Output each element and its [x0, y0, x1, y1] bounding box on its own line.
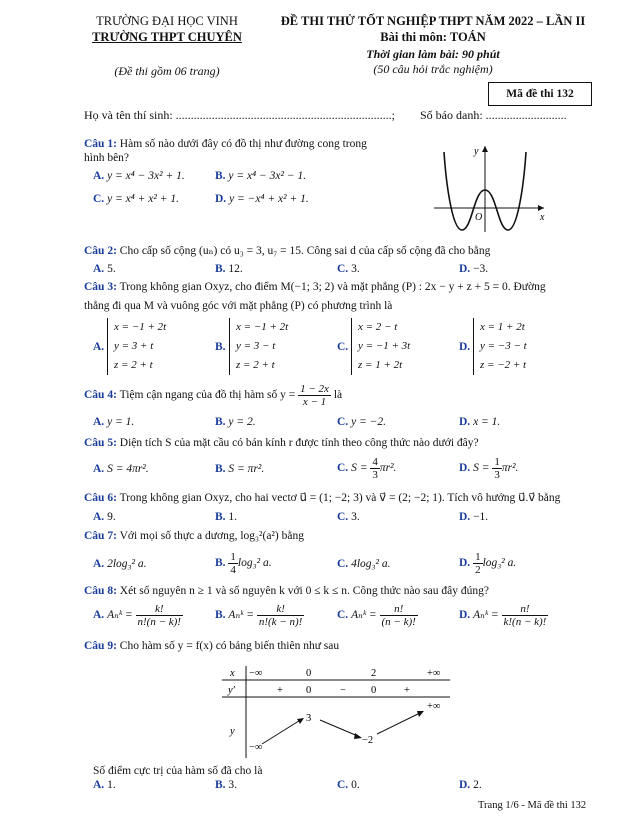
- y-axis-arrow: [482, 146, 488, 152]
- option-letter: C.: [93, 193, 105, 205]
- q3-option-c-letter[interactable]: C.: [337, 341, 349, 353]
- q5-option-c[interactable]: C. S = $\frac{4}{3}$ πr².: [337, 456, 397, 481]
- q4-option-c[interactable]: C. y = −2.: [337, 416, 387, 428]
- q3-option-a-system[interactable]: x = −1 + 2t y = 3 + t z = 2 + t: [107, 318, 166, 375]
- q1-option-a[interactable]: A. y = x⁴ − 3x² + 1.: [93, 170, 185, 182]
- q2-label: Câu 2:: [84, 245, 117, 257]
- brace: [229, 318, 235, 375]
- brace: [473, 318, 479, 375]
- exam-time: Thời gian làm bài: 90 phút: [366, 47, 500, 61]
- q7-option-a[interactable]: A. 2log₃² a.: [93, 558, 147, 570]
- q5-option-a[interactable]: A. S = 4πr².: [93, 463, 149, 475]
- row-label-y: y: [230, 726, 235, 737]
- arrow-up-2: [377, 712, 422, 734]
- x-axis-arrow: [538, 205, 544, 211]
- q4-option-d[interactable]: D. x = 1.: [459, 416, 501, 428]
- sign-4: 0: [371, 685, 377, 696]
- page-footer: Trang 1/6 - Mã đề thi 132: [478, 800, 587, 811]
- q1-label: Câu 1:: [84, 138, 117, 150]
- q8-text-line: Câu 8: Xét số nguyên n ≥ 1 và số nguyên k với 0 ≤ k ≤ n. Công thức nào sau đây đúng?: [84, 585, 489, 597]
- pages-note: (Đề thi gồm 06 trang): [114, 64, 220, 78]
- q3-option-a-letter[interactable]: A.: [93, 341, 105, 353]
- q1-option-d[interactable]: D. y = −x⁴ + x² + 1.: [215, 193, 309, 205]
- q8-option-d[interactable]: D. Aₙᵏ = $\frac{n!}{k!(n - k)!}$: [459, 603, 547, 628]
- exam-subject: Bài thi môn: TOÁN: [380, 30, 486, 44]
- q9-text-line: Câu 9: Cho hàm số y = f(x) có bảng biến thiên như sau: [84, 640, 340, 652]
- row-label-yprime: y′: [228, 685, 235, 696]
- y-val-neg-inf: −∞: [249, 742, 263, 753]
- q9-question: Số điểm cực trị của hàm số đã cho là: [93, 765, 263, 777]
- q9-option-c[interactable]: C. 0.: [337, 779, 360, 791]
- q3-text: Trong không gian Oxyz, cho điểm M(−1; 3; 2) và mặt phẳng (P) : 2x − y + z + 5 = 0. Đường: [119, 281, 546, 293]
- q3-option-d-system[interactable]: x = 1 + 2t y = −3 − t z = −2 + t: [473, 318, 527, 375]
- q2-option-c[interactable]: C. 3.: [337, 263, 360, 275]
- q3-text-line2: thẳng đi qua M và vuông góc với mặt phẳng (P) có phương trình là: [84, 300, 393, 312]
- q1-text-line2: hình bên?: [84, 152, 130, 164]
- q5-label: Câu 5:: [84, 437, 117, 449]
- arrow-up-1: [262, 719, 302, 744]
- q5-option-b[interactable]: B. S = πr².: [215, 463, 265, 475]
- option-letter: C.: [337, 263, 349, 275]
- q9-label: Câu 9:: [84, 640, 117, 652]
- sign-2: 0: [306, 685, 312, 696]
- option-letter: B.: [215, 170, 226, 182]
- q1-function-graph: [430, 142, 550, 234]
- q7-text-line: Câu 7: Với mọi số thực a dương, log₃²(a²) bằng: [84, 530, 304, 542]
- q7-label: Câu 7:: [84, 530, 117, 542]
- graph-origin-label: O: [475, 212, 483, 223]
- q4-text-line: Câu 4: Tiệm cận ngang của đồ thị hàm số y = $\frac{1 - 2x}{x - 1}$ là: [84, 383, 343, 408]
- q1-text-line1: [84, 138, 367, 150]
- sign-3: −: [340, 685, 346, 696]
- q7-option-c[interactable]: C. 4log₃² a.: [337, 558, 391, 570]
- q8-option-b[interactable]: B. Aₙᵏ = $\frac{k!}{n!(k - n)!}$: [215, 603, 303, 628]
- y-val-minus-2: −2: [362, 735, 374, 746]
- q3-text-line1: [84, 281, 546, 293]
- q6-option-a[interactable]: A. 9.: [93, 511, 116, 523]
- q9-variation-table: [222, 664, 452, 760]
- arrow-down: [320, 720, 360, 737]
- q6-text-line: Câu 6: Trong không gian Oxyz, cho hai vectơ u⃗ = (1; −2; 3) và v⃗ = (2; −2; 1). Tích vô hướng u⃗.v⃗ bằng: [84, 492, 561, 504]
- sign-1: +: [277, 685, 283, 696]
- q6-option-b[interactable]: B. 1.: [215, 511, 238, 523]
- option-letter: D.: [215, 193, 227, 205]
- row-label-x: x: [230, 668, 235, 679]
- graph-y-label: y: [474, 146, 479, 157]
- x-val-2: 2: [371, 668, 377, 679]
- student-name-line: Họ và tên thí sinh: ........................................................................;: [84, 108, 395, 122]
- school-name: TRƯỜNG THPT CHUYÊN: [92, 30, 242, 44]
- sign-5: +: [404, 685, 410, 696]
- q4-option-a[interactable]: A. y = 1.: [93, 416, 135, 428]
- option-letter: A.: [93, 170, 105, 182]
- q3-option-c-system[interactable]: x = 2 − t y = −1 + 3t z = 1 + 2t: [351, 318, 410, 375]
- q9-option-d[interactable]: D. 2.: [459, 779, 482, 791]
- q7-option-d[interactable]: D. $\frac{1}{2}$ log₃² a.: [459, 551, 517, 576]
- y-val-3: 3: [306, 713, 312, 724]
- option-letter: D.: [459, 263, 471, 275]
- q7-option-b[interactable]: B. $\frac{1}{4}$ log₃² a.: [215, 551, 272, 576]
- q2-text: Cho cấp số cộng (uₙ) có u₃ = 3, u₇ = 15. Công sai d của cấp số cộng đã cho bằng: [119, 245, 491, 257]
- x-val-pos-inf: +∞: [427, 668, 441, 679]
- exam-title: ĐỀ THI THỬ TỐT NGHIỆP THPT NĂM 2022 – LẦN II: [280, 14, 586, 28]
- exam-code-box: Mã đề thi 132: [488, 82, 592, 106]
- q3-option-d-letter[interactable]: D.: [459, 341, 471, 353]
- y-val-pos-inf: +∞: [427, 701, 441, 712]
- q8-option-c[interactable]: C. Aₙᵏ = $\frac{n!}{(n - k)!}$: [337, 603, 416, 628]
- q8-label: Câu 8:: [84, 585, 117, 597]
- q4-option-b[interactable]: B. y = 2.: [215, 416, 256, 428]
- questions-note: (50 câu hỏi trắc nghiệm): [373, 62, 493, 76]
- q3-label: Câu 3:: [84, 281, 117, 293]
- graph-x-label: x: [540, 212, 545, 223]
- q2-option-d[interactable]: D. −3.: [459, 263, 489, 275]
- q5-option-d[interactable]: D. S = $\frac{1}{3}$ πr².: [459, 456, 519, 481]
- q3-option-b-letter[interactable]: B.: [215, 341, 226, 353]
- x-val-neg-inf: −∞: [249, 668, 263, 679]
- brace: [351, 318, 357, 375]
- q4-fraction: $\frac{1 - 2x}{x - 1}$: [300, 383, 329, 408]
- q2-text-line: [84, 243, 490, 257]
- q9-option-b[interactable]: B. 3.: [215, 779, 238, 791]
- student-id-line: Số báo danh: ...........................: [420, 108, 567, 122]
- q2-option-a[interactable]: A. 5.: [93, 263, 116, 275]
- q1-text: Hàm số nào dưới đây có đồ thị như đường cong trong: [119, 138, 367, 150]
- q2-option-b[interactable]: B. 12.: [215, 263, 243, 275]
- q6-option-c[interactable]: C. 3.: [337, 511, 360, 523]
- q4-label: Câu 4:: [84, 389, 117, 402]
- q3-option-b-system[interactable]: x = −1 + 2t y = 3 − t z = 2 + t: [229, 318, 288, 375]
- option-letter: B.: [215, 263, 226, 275]
- x-val-0: 0: [306, 668, 312, 679]
- q1-option-c[interactable]: C. y = x⁴ + x² + 1.: [93, 193, 179, 205]
- brace: [107, 318, 113, 375]
- q6-label: Câu 6:: [84, 492, 117, 504]
- q5-text-line: Câu 5: Diện tích S của mặt cầu có bán kính r được tính theo công thức nào dưới đây?: [84, 437, 479, 449]
- q6-option-d[interactable]: D. −1.: [459, 511, 489, 523]
- q1-option-b[interactable]: B. y = x⁴ − 3x² − 1.: [215, 170, 307, 182]
- option-letter: A.: [93, 263, 105, 275]
- q8-option-a[interactable]: A. Aₙᵏ = $\frac{k!}{n!(n - k)!}$: [93, 603, 181, 628]
- q9-option-a[interactable]: A. 1.: [93, 779, 116, 791]
- university-name: TRƯỜNG ĐẠI HỌC VINH: [96, 14, 238, 28]
